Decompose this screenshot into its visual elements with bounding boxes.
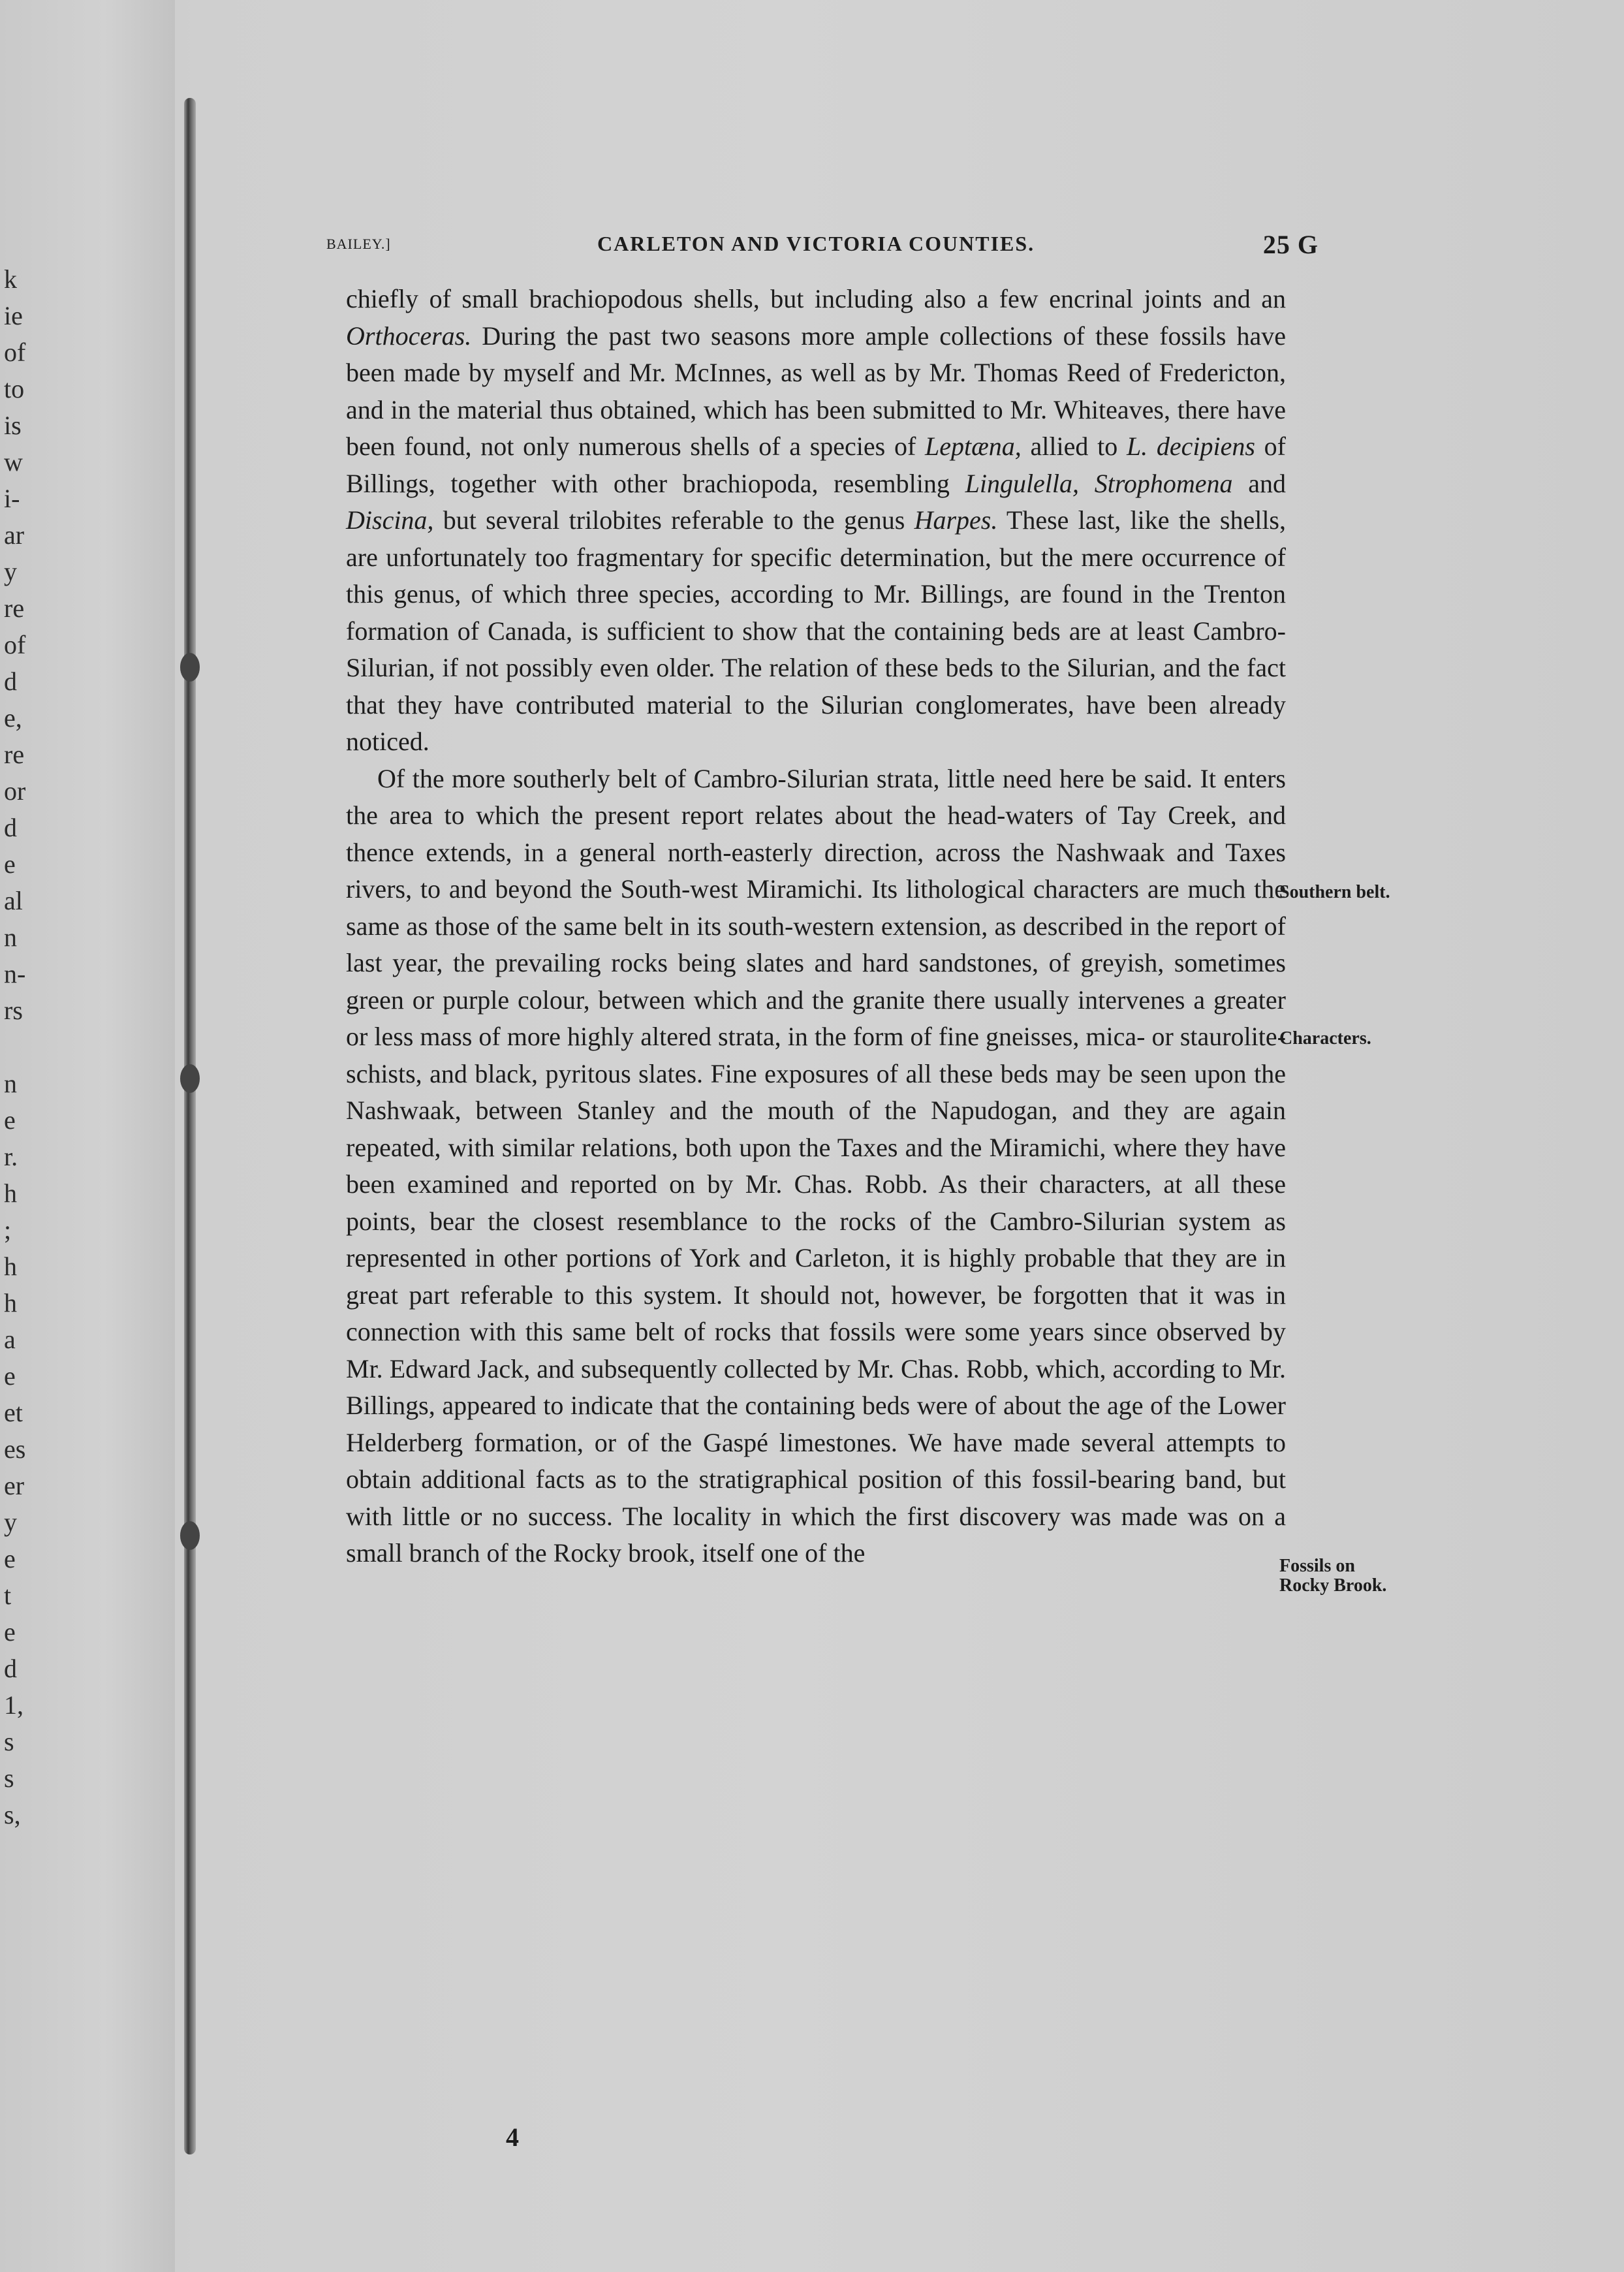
text-run: and (1232, 468, 1286, 498)
bleed-fragment: s (4, 1763, 14, 1793)
bleed-fragment: y (4, 557, 17, 586)
bleed-fragment: t (4, 1581, 12, 1610)
bleed-fragment: w (4, 447, 23, 477)
margin-note-fossils-line1: Fossils on (1279, 1556, 1355, 1576)
italic-run: Leptæna, (925, 432, 1022, 461)
bleed-fragment: d (4, 1654, 17, 1683)
text-run: allied to (1021, 432, 1127, 461)
bleed-fragment: or (4, 776, 26, 806)
bleed-fragment: d (4, 667, 17, 696)
italic-run: L. decipiens (1126, 432, 1255, 461)
text-run: These last, like the shells, are unfortunately too fragmentary for specific determination, but the mere occurrence of this genus, of which three species, according to Mr. Billings, are found in the Trenton formation of Canada, is sufficient to show that the containing beds are at least Cambro-Silurian, if not possibly even older. The relation of these beds to the Silurian, and the fact that they have contributed material to the Silurian conglomerates, have been already noticed. (346, 505, 1286, 756)
bleed-fragment: e (4, 1544, 16, 1573)
text-run: During the past two seasons more ample collections of these fossils have been made by myself and Mr. McInnes, as well as by Mr. Thomas Reed of Fredericton, and in the material thus obtained, which has been submitted to Mr. Whiteaves, there have been found, not only numerous shells of a species of (346, 321, 1286, 461)
bleed-fragment: 1, (4, 1690, 23, 1720)
bleed-fragment: h (4, 1178, 17, 1208)
bleed-fragment: is (4, 411, 22, 440)
body-text (346, 281, 1286, 1572)
margin-note-fossils (1279, 1556, 1386, 1596)
document-page (307, 0, 1456, 2272)
bleed-fragment: to (4, 374, 25, 403)
bleed-fragment: re (4, 740, 25, 769)
italic-run: Lingulella, Strophomena (965, 468, 1233, 498)
paragraph-1 (346, 281, 1286, 761)
bleed-fragment: et (4, 1398, 23, 1427)
bleed-fragment: er (4, 1471, 25, 1500)
bleed-fragment: e (4, 1617, 16, 1647)
bleed-fragment: es (4, 1434, 26, 1464)
header-title: CARLETON AND VICTORIA COUNTIES. (597, 232, 1035, 255)
bleed-fragment: r. (4, 1142, 18, 1171)
bleed-fragment: e (4, 1361, 16, 1391)
bleed-fragment: e, (4, 703, 22, 733)
bleed-fragment: k (4, 264, 17, 294)
bleed-fragment: h (4, 1252, 17, 1281)
bleed-fragment: d (4, 813, 17, 842)
bleed-fragment: h (4, 1288, 17, 1317)
header-page-number: 25 G (1262, 230, 1319, 259)
header-author: BAILEY.] (326, 236, 391, 252)
bleed-fragment: n (4, 1069, 17, 1098)
italic-run: Discina, (346, 505, 434, 535)
margin-note-fossils-line2: Rocky Brook. (1279, 1575, 1387, 1596)
bleed-fragment: s, (4, 1800, 21, 1829)
bleed-fragment: ar (4, 520, 25, 550)
bleed-fragment (4, 1029, 43, 1065)
bleed-fragment: re (4, 593, 25, 623)
bleed-fragment: ; (4, 1215, 12, 1244)
bleed-fragment: n- (4, 959, 26, 988)
binding-stitch (180, 653, 200, 682)
bleed-fragment: of (4, 630, 26, 659)
text-run: chiefly of small brachiopodous shells, but including also a few encrinal joints and an (346, 284, 1286, 313)
bleed-fragment: al (4, 886, 23, 915)
bleed-fragment: e (4, 1105, 16, 1135)
bleed-fragment: y (4, 1507, 17, 1537)
adjacent-page-bleed-text (4, 261, 43, 1833)
text-run: of Billings, together with other brachiopoda, resembling (346, 432, 1287, 498)
text-run: but several trilobites referable to the genus (433, 505, 914, 535)
italic-run: Harpes. (914, 505, 998, 535)
bleed-fragment: n (4, 923, 17, 952)
margin-note-characters: Characters. (1279, 1028, 1371, 1049)
bleed-fragment: a (4, 1325, 16, 1354)
margin-note-southern-belt: Southern belt. (1279, 882, 1390, 902)
italic-run: Orthoceras. (346, 321, 472, 351)
binding-stitch (180, 1064, 200, 1093)
bleed-fragment: s (4, 1727, 14, 1756)
bleed-fragment: i- (4, 484, 20, 513)
bleed-fragment: e (4, 849, 16, 879)
bleed-fragment: of (4, 338, 26, 367)
binding-stitch (180, 1521, 200, 1550)
running-header (326, 232, 1319, 264)
bleed-fragment: ie (4, 301, 23, 330)
paragraph-2: Of the more southerly belt of Cambro-Silurian strata, little need here be said. It enters the area to which the present report relates about the head-waters of Tay Creek, and thence extends, in a general north-easterly direction, across the Nashwaak and Taxes rivers, to and beyond the South-west Miramichi. Its lithological characters are much the same as those of the same belt in its south-western extension, as described in the report of last year, the prevailing rocks being slates and hard sandstones, of greyish, sometimes green or purple colour, between which and the granite there usually intervenes a greater or less mass of more highly altered strata, in the form of fine gneisses, mica- or staurolite-schists, and black, pyritous slates. Fine exposures of all these beds may be seen upon the Nashwaak, between Stanley and the mouth of the Napudogan, and they are again repeated, with similar relations, both upon the Taxes and the Miramichi, where they have been examined and reported on by Mr. Chas. Robb. As their characters, at all these points, bear the closest resemblance to the rocks of the Cambro-Silurian system as represented in other portions of York and Carleton, it is highly probable that they are in great part referable to this system. It should not, however, be forgotten that it was in connection with this same belt of rocks that fossils were some years since observed by Mr. Edward Jack, and subsequently collected by Mr. Chas. Robb, which, according to Mr. Billings, appeared to indicate that the containing beds were of about the age of the Lower Helderberg formation, or of the Gaspé limestones. We have made several attempts to obtain additional facts as to the stratigraphical position of this fossil-bearing band, but with little or no success. The locality in which the first discovery was made was on a small branch of the Rocky brook, itself one of the (346, 763, 1286, 1568)
bleed-fragment: rs (4, 996, 23, 1025)
binding-fold (184, 98, 196, 2154)
signature-mark: 4 (506, 2122, 519, 2152)
